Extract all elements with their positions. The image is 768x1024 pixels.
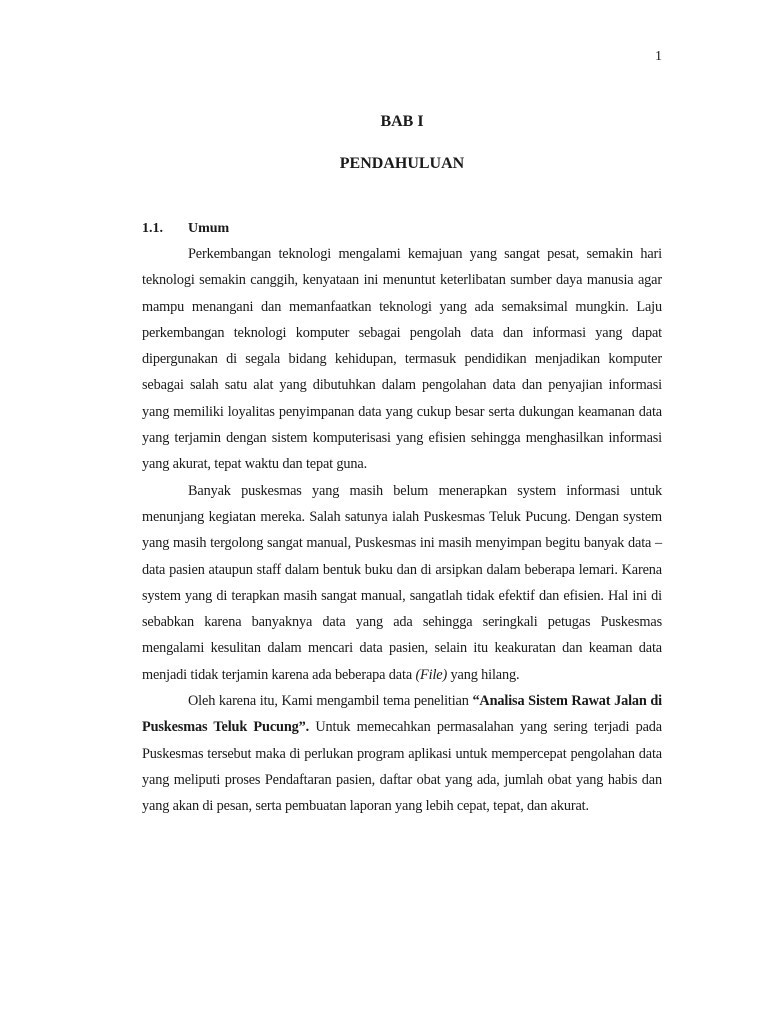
paragraph-3-start: Oleh karena itu, Kami mengambil tema penelitian	[188, 693, 473, 710]
chapter-label: BAB I	[380, 113, 424, 130]
section-number: 1.1.	[142, 221, 163, 236]
paragraph-2	[142, 478, 662, 688]
paragraph-3	[142, 688, 662, 819]
paragraph-3-end: Untuk memecahkan permasalahan yang sering terjadi pada Puskesmas tersebut maka di perlukan program aplikasi untuk mempercepat pengolahan data yang meliputi proses Pendaftaran pasien, daftar obat yang ada, jumlah obat yang habis dan yang akan di pesan, serta pembuatan laporan yang lebih cepat, tepat, dan akurat.	[142, 719, 662, 815]
paragraph-1: Perkembangan teknologi mengalami kemajuan yang sangat pesat, semakin hari teknologi semakin canggih, kenyataan ini menuntut keterlibatan sumber daya manusia agar mampu menangani dan memanfaatkan teknologi yang ada semaksimal mungkin. Laju perkembangan teknologi komputer sebagai pengolah data dan informasi yang dapat dipergunakan di segala bidang kehidupan, termasuk pendidikan menjadikan komputer sebagai salah satu alat yang dibutuhkan dalam pengolahan data dan penyajian informasi yang memiliki loyalitas penyimpanan data yang cukup besar serta dukungan keamanan data yang terjamin dengan sistem komputerisasi yang efisien sehingga menghasilkan informasi yang akurat, tepat waktu dan tepat guna.	[142, 246, 662, 473]
section-heading	[142, 219, 229, 239]
research-title: “Analisa Sistem Rawat Jalan di Puskesmas Teluk Pucung”.	[142, 693, 663, 736]
paragraph-2-italic: (File)	[415, 666, 448, 683]
section-title: Umum	[188, 221, 230, 236]
paragraph-2-text: Banyak puskesmas yang masih belum menerapkan system informasi untuk menunjang kegiatan mereka. Salah satunya ialah Puskesmas Teluk Pucung. Dengan system yang masih tergolong sangat manual, Puskesmas ini masih menyimpan begitu banyak data – data pasien ataupun staff dalam bentuk buku dan di arsipkan dalam beberapa lemari. Karena system yang di terapkan masih sangat manual, sangatlah tidak efektif dan efisien. Hal ini di sebabkan karena banyaknya data yang ada sehingga seringkali petugas Puskesmas mengalami kesulitan dalam mencari data pasien, selain itu keakuratan dan keaman data menjadi tidak terjamin karena ada beberapa data	[142, 482, 662, 683]
page-number: 1	[655, 49, 662, 64]
chapter-title: PENDAHULUAN	[339, 155, 465, 172]
body-text	[142, 241, 662, 820]
paragraph-2-end: yang hilang.	[447, 666, 520, 683]
